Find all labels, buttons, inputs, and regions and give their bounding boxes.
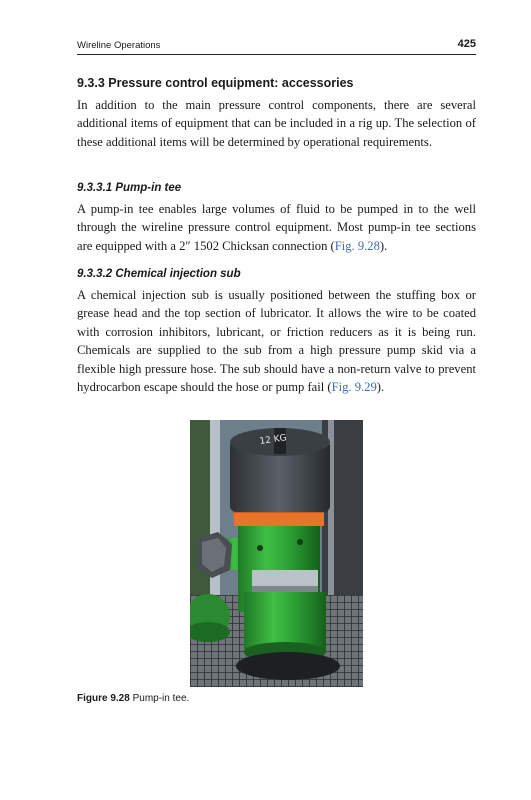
section-heading: 9.3.3 Pressure control equipment: accessories (77, 76, 354, 90)
page-number: 425 (457, 38, 476, 50)
figure-9-29-link[interactable]: Fig. 9.29 (331, 380, 377, 395)
figure-caption (77, 693, 189, 704)
running-head (77, 40, 476, 55)
pump-in-tee-heading: 9.3.3.1 Pump-in tee (77, 182, 182, 194)
pump-in-tee-text-end: ). (379, 238, 388, 253)
pump-in-tee-text: A pump-in tee enables large volumes of fluid to be pumped in to the well through the wireline pressure control equipment. Most pump-in tee sections are equipped with a 2″ 1502 Chicksan connection ( (77, 202, 476, 253)
chemical-injection-sub-paragraph (77, 286, 476, 396)
chemical-injection-text-end: ). (376, 380, 385, 395)
figure-9-28-link[interactable]: Fig. 9.28 (334, 238, 380, 253)
running-head-title: Wireline Operations (77, 40, 161, 51)
pump-in-tee-photo (190, 420, 363, 687)
section-intro-paragraph: In addition to the main pressure control components, there are several additional items of equipment that can be included in a rig up. The selection of these additional items will be determined by operational requirements. (77, 98, 476, 149)
cap-marking-text: 12 KG (259, 433, 288, 447)
figure-label: Figure 9.28 (77, 693, 130, 704)
chemical-injection-sub-heading: 9.3.3.2 Chemical injection sub (77, 268, 241, 280)
figure-caption-text: Pump-in tee. (132, 693, 190, 704)
chemical-injection-text: A chemical injection sub is usually positioned between the stuffing box or grease head and the top section of lubricator. It allows the wire to be coated with corrosion inhibitors, lubricant, or friction reducers as it is being run. Chemicals are supplied to the sub from a high pressure pump skid via a flexible high pressure hose. The sub should have a non-return valve to prevent hydrocarbon escape should the hose or pump fail ( (77, 288, 476, 395)
pump-in-tee-illustration (190, 420, 363, 687)
pump-in-tee-paragraph (77, 200, 476, 255)
